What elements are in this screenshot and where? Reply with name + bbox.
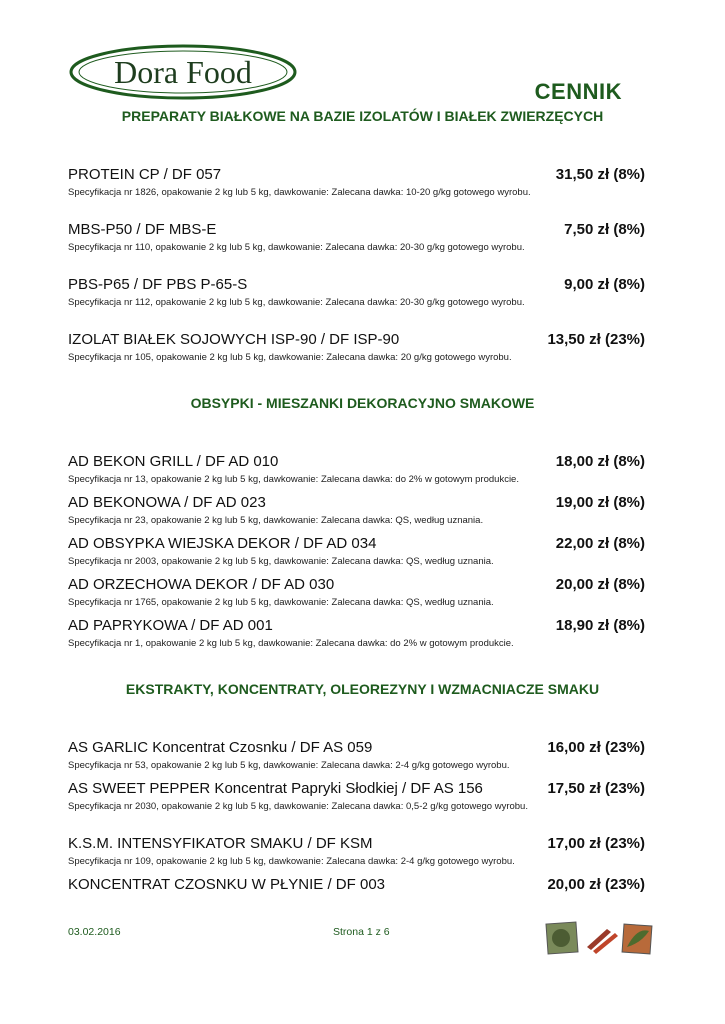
item-name: PROTEIN CP / DF 057 [68, 166, 222, 183]
item-name: MBS-P50 / DF MBS-E [68, 221, 217, 238]
item-spec: Specyfikacja nr 53, opakowanie 2 kg lub 5 kg, dawkowanie: Zalecana dawka: 2-4 g/kg gotowego wyrobu. [68, 760, 510, 771]
item-name: AD BEKON GRILL / DF AD 010 [68, 453, 279, 470]
item-spec: Specyfikacja nr 1, opakowanie 2 kg lub 5 kg, dawkowanie: Zalecana dawka: do 2% w gotowym produkcie. [68, 638, 514, 649]
item-spec: Specyfikacja nr 2030, opakowanie 2 kg lub 5 kg, dawkowanie: Zalecana dawka: 0,5-2 g/kg gotowego wyrobu. [68, 801, 528, 812]
section-proteins [68, 165, 645, 368]
section-title-toppings: OBSYPKI - MIESZANKI DEKORACYJNO SMAKOWE [190, 395, 535, 411]
item-price: 17,00 zł (23%) [547, 835, 645, 852]
item-price: 7,50 zł (8%) [564, 221, 645, 238]
list-item [68, 275, 645, 330]
item-price: 18,00 zł (8%) [555, 453, 645, 470]
item-name: AD ORZECHOWA DEKOR / DF AD 030 [68, 576, 335, 593]
item-spec: Specyfikacja nr 1826, opakowanie 2 kg lub 5 kg, dawkowanie: Zalecana dawka: 10-20 g/kg gotowego wyrobu. [68, 187, 531, 198]
item-spec: Specyfikacja nr 2003, opakowanie 2 kg lub 5 kg, dawkowanie: Zalecana dawka: QS, według uznania. [68, 556, 494, 567]
item-name: KONCENTRAT CZOSNKU W PŁYNIE / DF 003 [68, 876, 385, 893]
item-name: AD PAPRYKOWA / DF AD 001 [68, 617, 273, 634]
item-price: 20,00 zł (8%) [555, 576, 645, 593]
item-spec: Specyfikacja nr 109, opakowanie 2 kg lub 5 kg, dawkowanie: Zalecana dawka: 2-4 g/kg gotowego wyrobu. [68, 856, 515, 867]
dora-food-logo [68, 43, 298, 101]
section-title-proteins: PREPARATY BIAŁKOWE NA BAZIE IZOLATÓW I BIAŁEK ZWIERZĘCYCH [121, 108, 604, 124]
item-name: PBS-P65 / DF PBS P-65-S [68, 276, 248, 293]
svg-text:Dora Food: Dora Food [114, 54, 252, 90]
item-spec: Specyfikacja nr 1765, opakowanie 2 kg lub 5 kg, dawkowanie: Zalecana dawka: QS, według uznania. [68, 597, 494, 608]
item-name: AS SWEET PEPPER Koncentrat Papryki Słodkiej / DF AS 156 [68, 780, 483, 797]
item-spec: Specyfikacja nr 105, opakowanie 2 kg lub 5 kg, dawkowanie: Zalecana dawka: 20 g/kg gotowego wyrobu. [68, 352, 512, 363]
item-spec: Specyfikacja nr 13, opakowanie 2 kg lub 5 kg, dawkowanie: Zalecana dawka: do 2% w gotowym produkcie. [68, 474, 519, 485]
item-price: 20,00 zł (23%) [547, 876, 645, 893]
section-toppings [68, 452, 645, 654]
section-extracts [68, 738, 645, 895]
page-title: CENNIK [534, 79, 622, 104]
item-price: 22,00 zł (8%) [555, 535, 645, 552]
footer-date: 03.02.2016 [68, 926, 121, 938]
list-item [68, 616, 645, 652]
list-item [68, 452, 645, 493]
item-price: 16,00 zł (23%) [547, 739, 645, 756]
item-spec: Specyfikacja nr 112, opakowanie 2 kg lub 5 kg, dawkowanie: Zalecana dawka: 20-30 g/kg gotowego wyrobu. [68, 297, 525, 308]
item-price: 13,50 zł (23%) [547, 331, 645, 348]
item-name: K.S.M. INTENSYFIKATOR SMAKU / DF KSM [68, 835, 373, 852]
list-item [68, 220, 645, 275]
list-item [68, 534, 645, 575]
item-price: 19,00 zł (8%) [555, 494, 645, 511]
list-item [68, 493, 645, 534]
footer-page-number: Strona 1 z 6 [333, 926, 390, 938]
list-item [68, 875, 645, 895]
list-item [68, 575, 645, 616]
item-price: 17,50 zł (23%) [547, 780, 645, 797]
item-price: 31,50 zł (8%) [555, 166, 645, 183]
item-name: AS GARLIC Koncentrat Czosnku / DF AS 059 [68, 739, 373, 756]
item-name: IZOLAT BIAŁEK SOJOWYCH ISP-90 / DF ISP-90 [68, 331, 400, 348]
item-price: 18,90 zł (8%) [555, 617, 645, 634]
item-spec: Specyfikacja nr 110, opakowanie 2 kg lub 5 kg, dawkowanie: Zalecana dawka: 20-30 g/kg gotowego wyrobu. [68, 242, 525, 253]
list-item [68, 834, 645, 875]
spices-image [545, 917, 657, 957]
list-item [68, 738, 645, 779]
list-item [68, 779, 645, 834]
section-title-extracts: EKSTRAKTY, KONCENTRATY, OLEOREZYNY I WZMACNIACZE SMAKU [125, 681, 600, 697]
list-item [68, 330, 645, 366]
item-spec: Specyfikacja nr 23, opakowanie 2 kg lub 5 kg, dawkowanie: Zalecana dawka: QS, według uznania. [68, 515, 484, 526]
item-name: AD OBSYPKA WIEJSKA DEKOR / DF AD 034 [68, 535, 377, 552]
list-item [68, 165, 645, 220]
item-name: AD BEKONOWA / DF AD 023 [68, 494, 266, 511]
item-price: 9,00 zł (8%) [564, 276, 645, 293]
